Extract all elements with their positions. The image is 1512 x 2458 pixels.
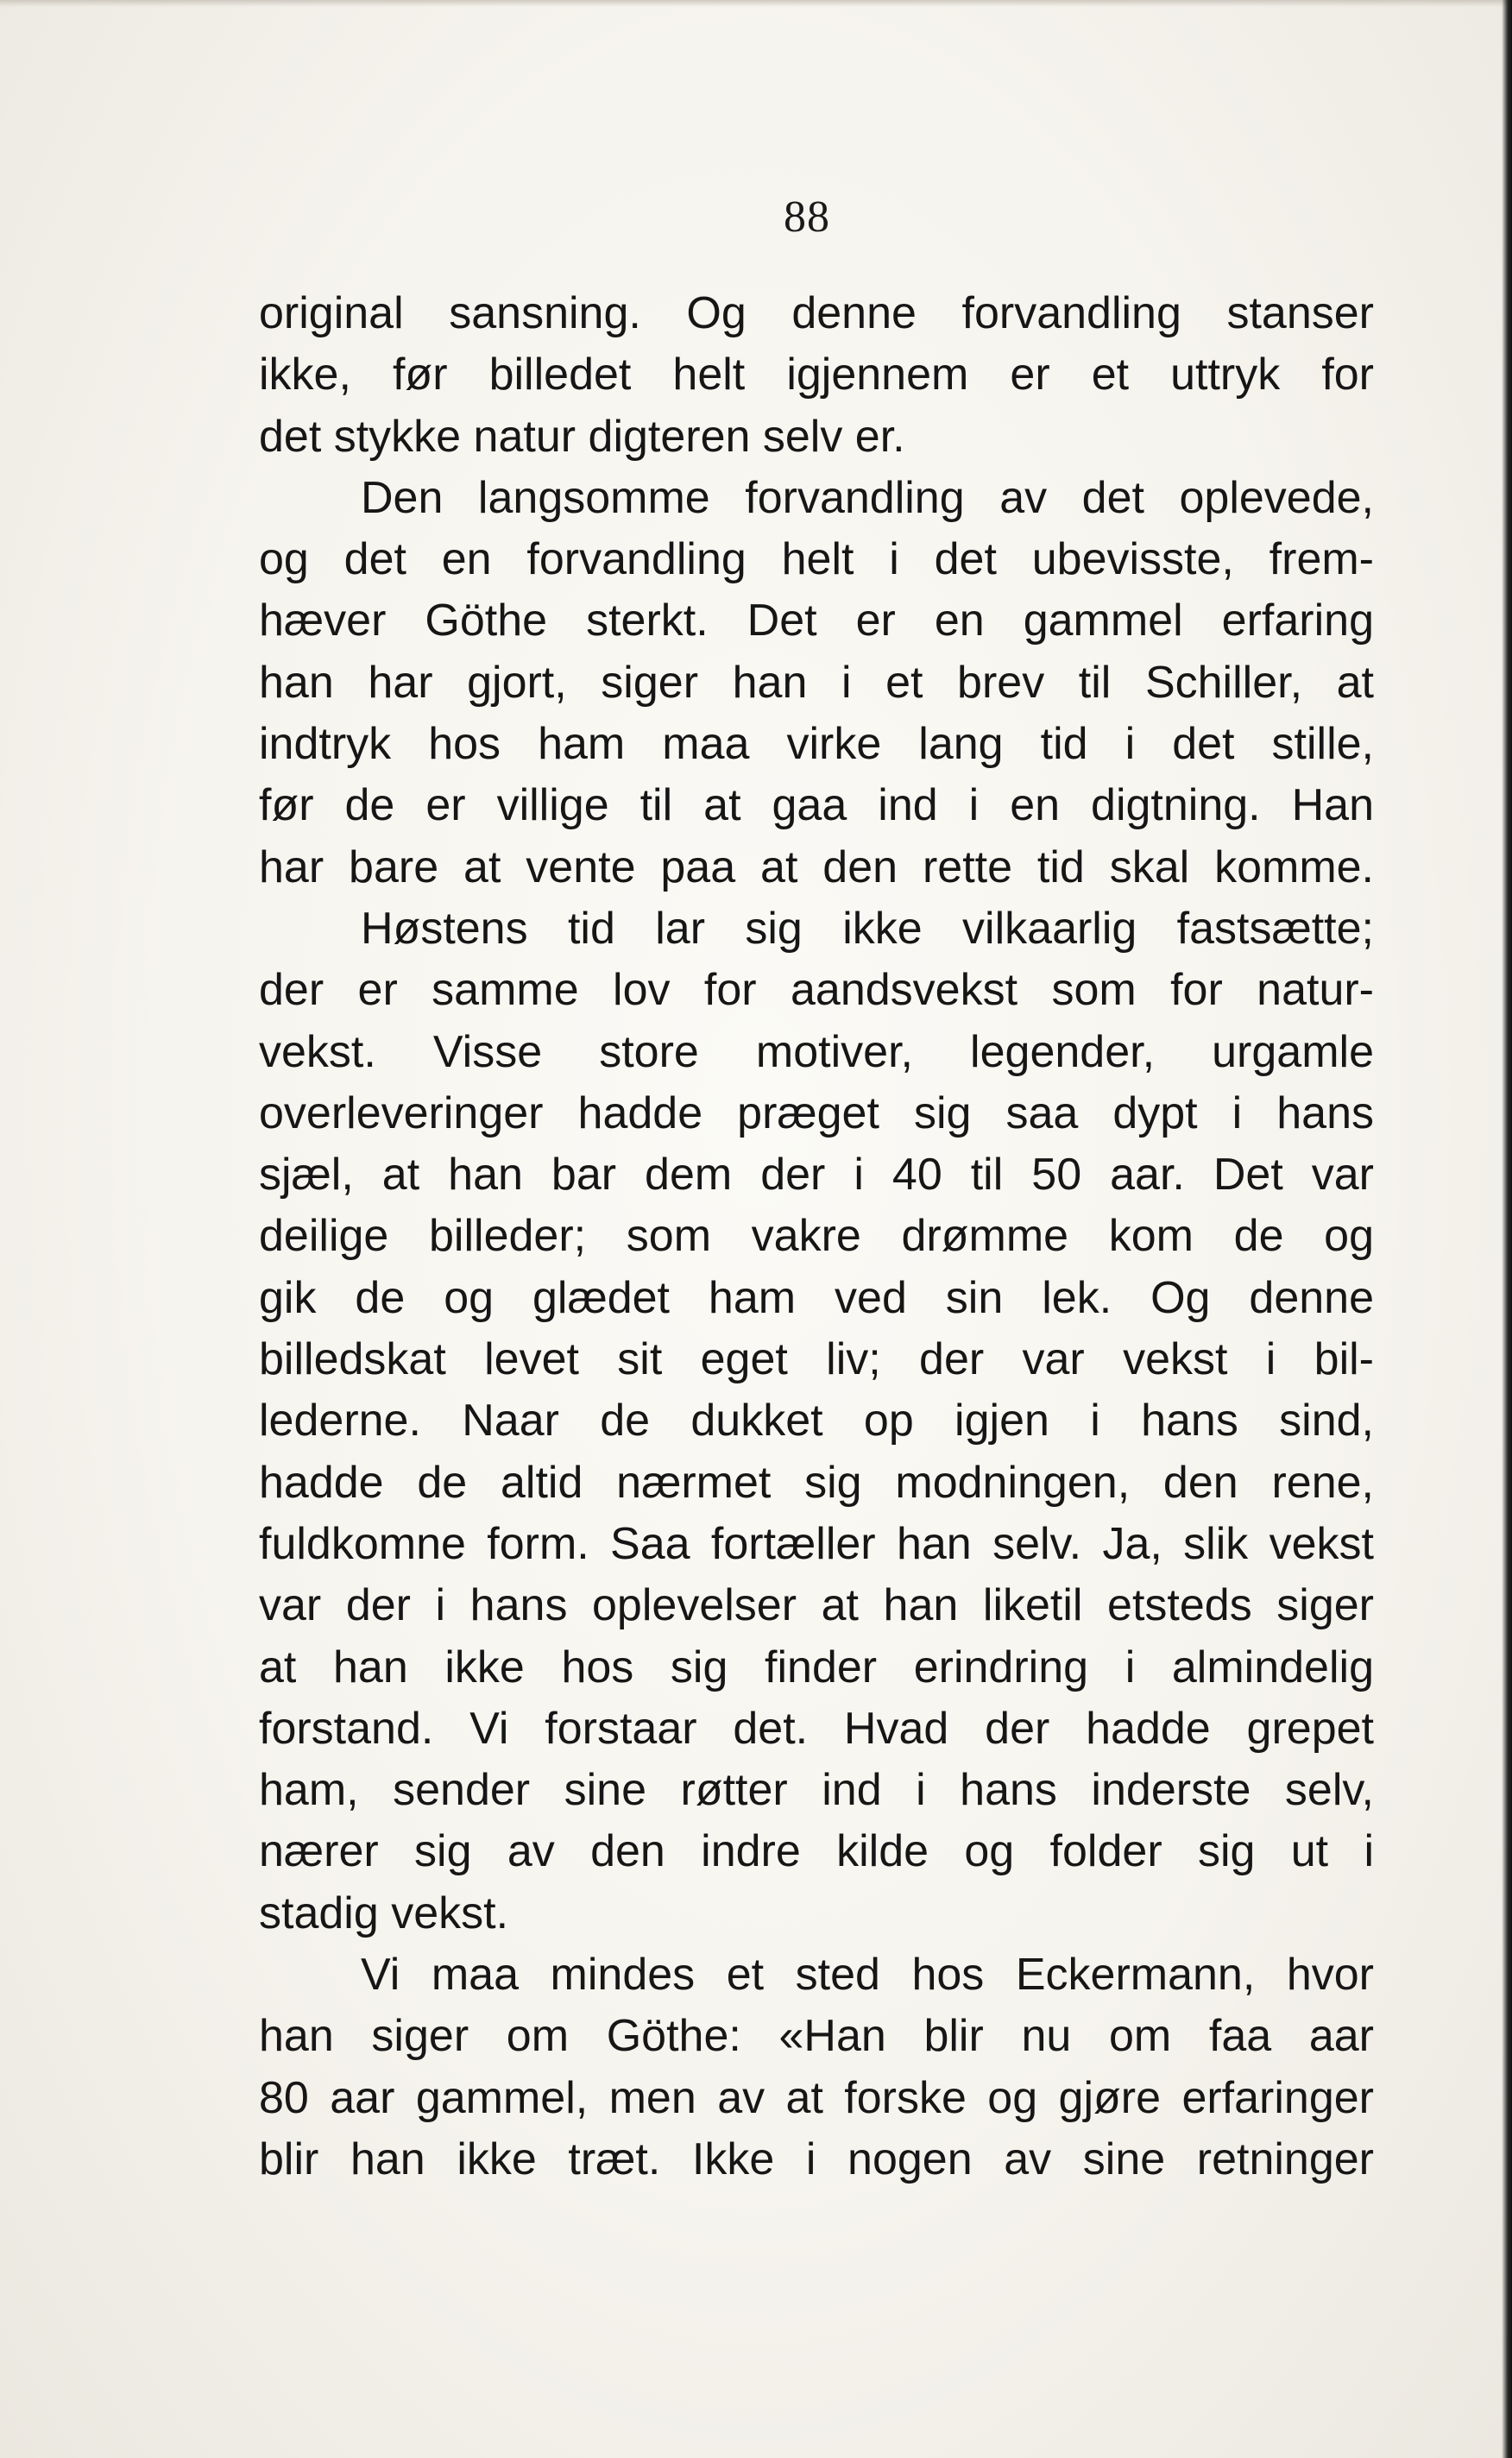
text-line: Høstens tid lar sig ikke vilkaarlig fastsætte; <box>361 903 1374 954</box>
text-line: gik de og glædet ham ved sin lek. Og denne <box>259 1272 1374 1323</box>
text-line: deilige billeder; som vakre drømme kom de og <box>259 1211 1374 1262</box>
page-number: 88 <box>784 192 830 242</box>
text-line: han siger om Göthe: «Han blir nu om faa aar <box>259 2011 1374 2062</box>
text-line: fuldkomne form. Saa fortæller han selv. Ja, slik vekst <box>259 1518 1374 1569</box>
text-line: overleveringer hadde præget sig saa dypt i hans <box>259 1087 1374 1138</box>
text-line: original sansning. Og denne forvandling stanser <box>259 288 1374 338</box>
text-line: sjæl, at han bar dem der i 40 til 50 aar. Det var <box>259 1150 1374 1201</box>
text-line: før de er villige til at gaa ind i en digtning. Han <box>259 780 1374 831</box>
text-line: indtryk hos ham maa virke lang tid i det stille, <box>259 719 1374 770</box>
text-line: stadig vekst. <box>259 1888 509 1938</box>
text-line: var der i hans oplevelser at han liketil etsteds siger <box>259 1580 1374 1631</box>
page-top-edge <box>0 0 1512 7</box>
text-line: lederne. Naar de dukket op igjen i hans sind, <box>259 1396 1374 1446</box>
text-line: han har gjort, siger han i et brev til Schiller, at <box>259 657 1374 708</box>
text-line: det stykke natur digteren selv er. <box>259 411 905 462</box>
text-line: har bare at vente paa at den rette tid skal komme. <box>259 841 1374 892</box>
text-line: blir han ikke træt. Ikke i nogen av sine retninger <box>259 2133 1374 2184</box>
text-line: nærer sig av den indre kilde og folder sig ut i <box>259 1826 1374 1877</box>
text-line: der er samme lov for aandsvekst som for natur- <box>259 965 1374 1016</box>
text-line: Den langsomme forvandling av det oplevede, <box>361 472 1374 523</box>
text-line: forstand. Vi forstaar det. Hvad der hadde grepet <box>259 1703 1374 1754</box>
text-line: billedskat levet sit eget liv; der var vekst i bil- <box>259 1334 1374 1385</box>
text-line: ikke, før billedet helt igjennem er et uttryk for <box>259 350 1374 400</box>
text-line: at han ikke hos sig finder erindring i almindelig <box>259 1642 1374 1692</box>
text-line: ham, sender sine røtter ind i hans inderste selv, <box>259 1765 1374 1816</box>
body-text <box>259 283 1374 2190</box>
text-line: hæver Göthe sterkt. Det er en gammel erfaring <box>259 596 1374 646</box>
text-line: hadde de altid nærmet sig modningen, den rene, <box>259 1457 1374 1508</box>
text-line: vekst. Visse store motiver, legender, urgamle <box>259 1026 1374 1077</box>
text-line: Vi maa mindes et sted hos Eckermann, hvor <box>361 1950 1374 2001</box>
page-right-edge <box>1502 0 1512 2458</box>
text-line: 80 aar gammel, men av at forske og gjøre erfaringer <box>259 2072 1374 2123</box>
text-line: og det en forvandling helt i det ubevisste, frem- <box>259 534 1374 585</box>
